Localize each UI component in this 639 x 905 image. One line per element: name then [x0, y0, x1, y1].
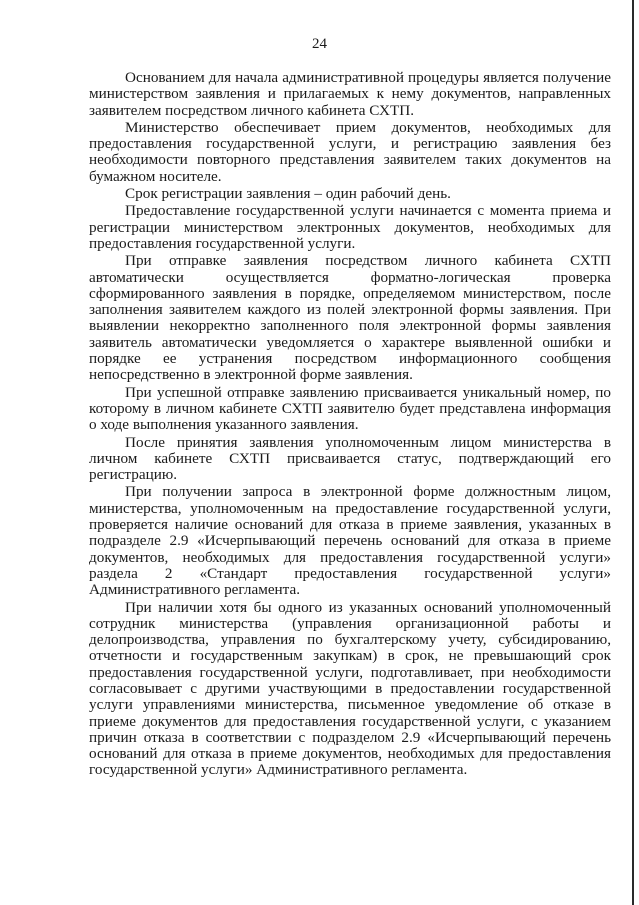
- paragraph-unique-number: При успешной отправке заявлению присваивается уникальный номер, по которому в личном кабинете СХТП заявителю будет представлена информация о ходе выполнения указанного заявления.: [89, 383, 611, 434]
- page-number: 24: [312, 36, 327, 52]
- document-body: [89, 70, 611, 779]
- scan-edge-line: [632, 0, 634, 905]
- paragraph-basis: Основанием для начала административной процедуры является получение министерством заявления и прилагаемых к нему документов, направленных заявителем посредством личного кабинета СХТП.: [89, 69, 611, 119]
- paragraph-refusal-notice: При наличии хотя бы одного из указанных оснований уполномоченный сотрудник министерства (управления организационной работы и делопроизводства, управления по бухгалтерскому учету, субсидированию, отчетности и государственным закупкам) в срок, не превышающий срок предоставления государственной услуги, подготавливает, при необходимости согласовывает с другими участвующими в предоставлении государственной услуги управлениями министерства, письменное уведомление об отказе в приеме документов для предоставления государственной услуги, с указанием причин отказа в соответствии с подразделом 2.9 «Исчерпывающий перечень оснований для отказа в приеме документов, необходимых для предоставления государственной услуги» Административного регламента.: [89, 598, 611, 779]
- paragraph-registration-term: Срок регистрации заявления – один рабочий день.: [125, 185, 451, 203]
- paragraph-document-acceptance: Министерство обеспечивает прием документов, необходимых для предоставления государственной услуги, и регистрацию заявления без необходимости повторного представления заявителем таких документов на бумажном носителе.: [89, 118, 611, 185]
- paragraph-registration-status: После принятия заявления уполномоченным лицом министерства в личном кабинете СХТП присваивается статус, подтверждающий его регистрацию.: [89, 433, 611, 484]
- paragraph-format-check: При отправке заявления посредством личного кабинета СХТП автоматически осуществляется форматно-логическая проверка сформированного заявления в порядке, определяемом министерством, после заполнения заявителем каждого из полей электронной формы заявления. При выявлении некорректно заполненного поля электронной формы заявления заявитель автоматически уведомляется о характере выявленной ошибки и порядке ее устранения посредством информационного сообщения непосредственно в электронной форме заявления.: [89, 252, 611, 384]
- paragraph-refusal-grounds-check: При получении запроса в электронной форме должностным лицом, министерства, уполномоченным на предоставление государственной услуги, проверяется наличие оснований для отказа в приеме заявления, указанных в подразделе 2.9 «Исчерпывающий перечень оснований для отказа в приеме документов, необходимых для предоставления государственной услуги» раздела 2 «Стандарт предоставления государственной услуги» Административного регламента.: [89, 483, 611, 599]
- paragraph-service-start: Предоставление государственной услуги начинается с момента приема и регистрации министерством электронных документов, необходимых для предоставления государственной услуги.: [89, 202, 611, 252]
